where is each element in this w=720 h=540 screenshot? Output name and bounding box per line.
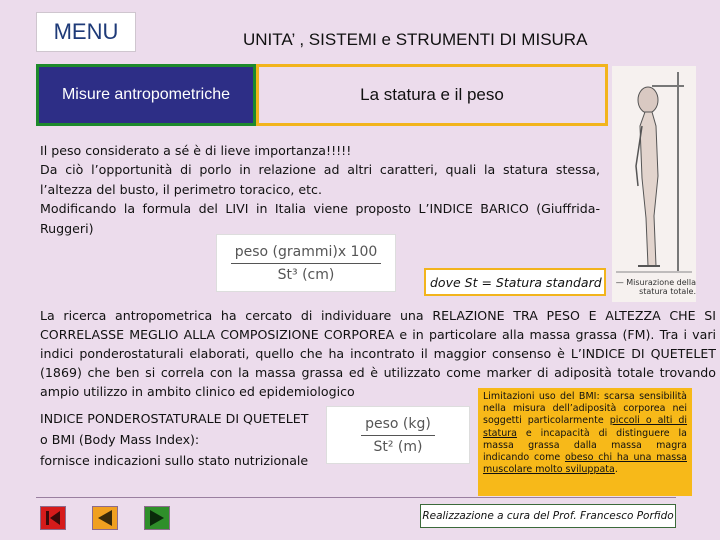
section-button-misure-antropometriche[interactable]: Misure antropometriche	[36, 64, 256, 126]
intro-line-2: Da ciò l’opportunità di porlo in relazione ad altri caratteri, quali la statura stessa, l’altezza del busto, il perimetro toracico, etc.	[40, 162, 600, 197]
formula-bmi-numerator: peso (kg)	[361, 416, 435, 436]
formula-bmi	[326, 406, 470, 464]
formula-bmi-denominator: St² (m)	[373, 438, 423, 455]
bmi-limitations-box	[478, 388, 692, 496]
limitations-text-2: e incapacità di distinguere la massa grassa dalla massa magra indicando come	[483, 427, 687, 464]
first-page-button[interactable]	[40, 506, 66, 530]
quetelet-line-1: INDICE PONDEROSTATURALE DI QUETELET	[40, 411, 309, 426]
statura-measurement-photo	[612, 66, 696, 302]
formula-barico-numerator: peso (grammi)x 100	[231, 244, 382, 264]
formula-indice-barico	[216, 234, 396, 292]
intro-line-1: Il peso considerato a sé è di lieve importanza!!!!!	[40, 143, 352, 158]
limitations-text-3: .	[614, 464, 618, 476]
formula-barico-denominator: St³ (cm)	[277, 266, 335, 283]
footer-divider	[36, 497, 676, 498]
statura-standard-note: dove St = Statura standard	[424, 268, 606, 296]
previous-page-button[interactable]	[92, 506, 118, 530]
photo-caption: — Misurazione della statura totale.	[615, 278, 696, 296]
quetelet-line-2: o BMI (Body Mass Index):	[40, 432, 200, 447]
limitations-text-1: Limitazioni uso del BMI: scarsa sensibilità nella misura dell’adiposità corporea nei soggetti particolarmente	[483, 391, 687, 427]
limitations-underlined-1: piccoli o alti di statura	[483, 415, 688, 439]
intro-line-3: Modificando la formula del LIVI in Italia viene proposto L’INDICE BARICO (Giuffrida-Ruggeri)	[40, 201, 600, 236]
author-credit: Realizzazione a cura del Prof. Francesco Porfido	[420, 504, 676, 528]
quetelet-description	[40, 408, 340, 471]
previous-page-icon	[93, 507, 117, 529]
section-heading-statura-peso: La statura e il peso	[256, 64, 608, 126]
quetelet-line-3: fornisce indicazioni sullo stato nutrizionale	[40, 453, 309, 468]
paragraph-quetelet: La ricerca antropometrica ha cercato di individuare una RELAZIONE TRA PESO E ALTEZZA CHE SI CORRELASSE MEGLIO ALLA COMPOSIZIONE CORPOREA e in particolare alla massa grassa (FM). Tra i vari indici ponderostaturali elaborati, quello che ha incontrato il maggior consenso è L’INDICE DI QUETELET (1869) che ben si correla con la massa grassa ed è utilizzato come marker di adiposità totale trovando ampio utilizzo in ambito clinico ed epidemiologico	[40, 308, 716, 399]
first-page-icon	[41, 507, 65, 529]
page-title: UNITA’ , SISTEMI e STRUMENTI DI MISURA	[243, 30, 588, 49]
next-page-icon	[145, 507, 169, 529]
person-measurement-illustration	[612, 66, 696, 302]
next-page-button[interactable]	[144, 506, 170, 530]
menu-button[interactable]: MENU	[36, 12, 136, 52]
limitations-underlined-2: obeso chi ha una massa muscolare molto sviluppata	[483, 452, 687, 476]
